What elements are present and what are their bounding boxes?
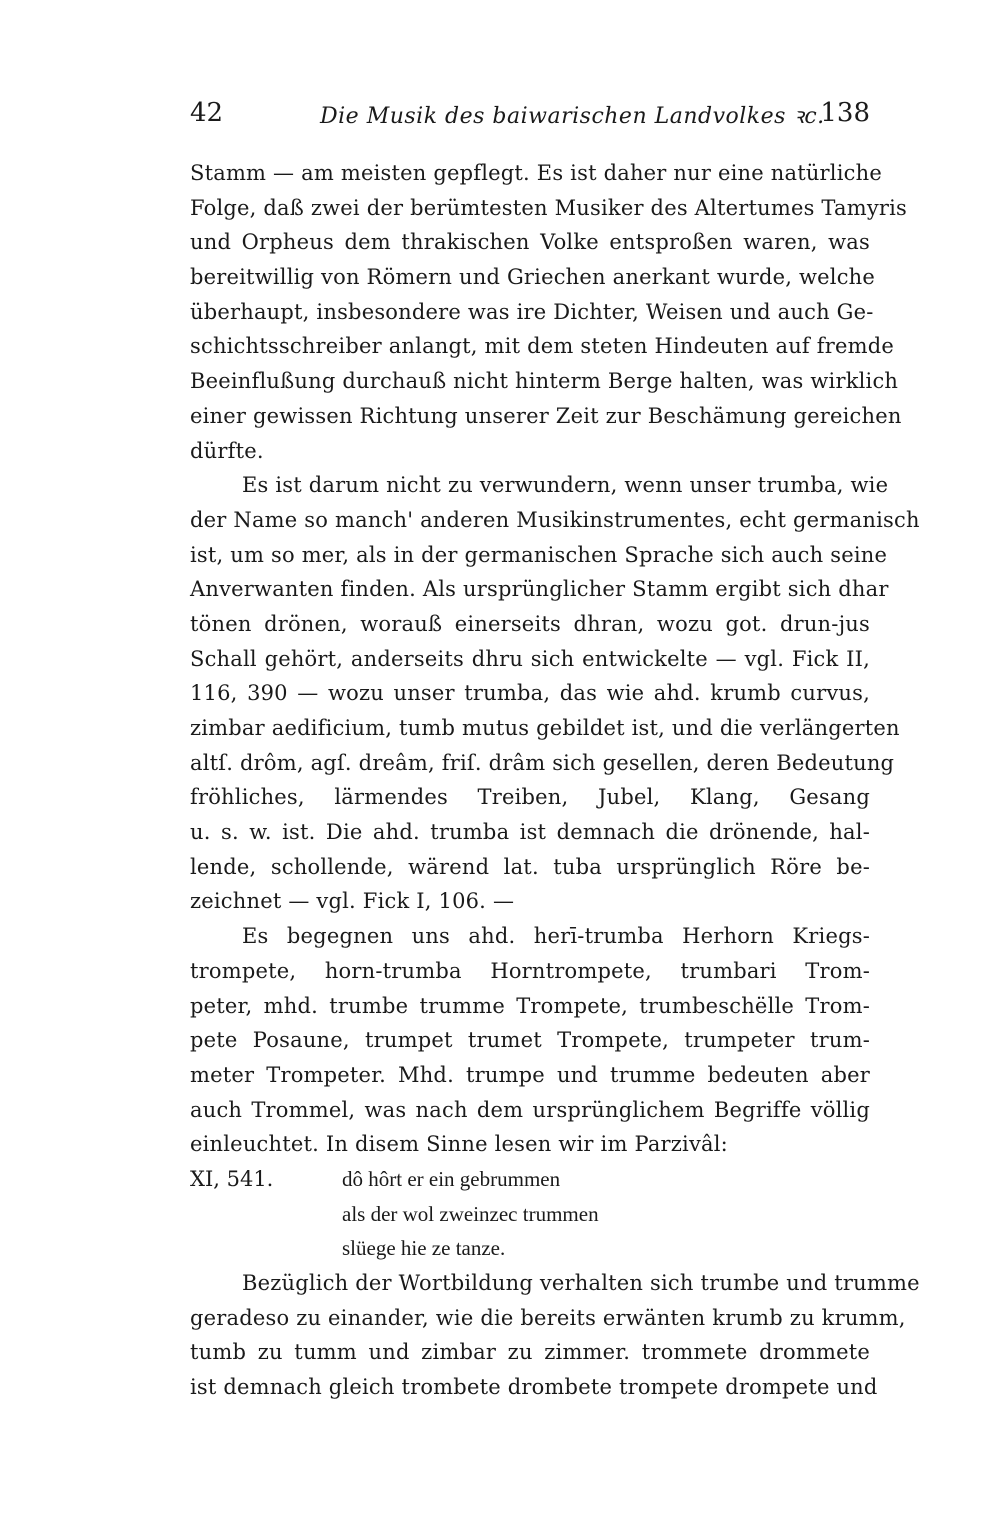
text-line: der Name so manch' anderen Musikinstrumentes, echt germanisch (190, 507, 920, 532)
text-line: zeichnet — vgl. Fick I, 106. — (190, 889, 515, 914)
text-line: u. s. w. ist. Die ahd. trumba ist demnach die drönende, hal- (190, 820, 870, 845)
verse-reference: XI, 541. (190, 1166, 274, 1191)
text-line: Es begegnen uns ahd. herī-trumba Herhorn Kriegs- (242, 924, 870, 949)
paragraph-4 (190, 1266, 920, 1405)
text-line: tönen drönen, worauß einerseits dhran, wozu got. drun-jus (190, 611, 870, 636)
text-line: 116, 390 — wozu unser trumba, das wie ahd. krumb curvus, (190, 681, 870, 706)
text-line: Folge, daß zwei der berümtesten Musiker des Altertumes Tamyris (190, 195, 908, 220)
text-line: Beeinflußung durchauß nicht hinterm Berge halten, was wirklich (190, 369, 899, 394)
paragraph-1 (190, 156, 908, 468)
verse-row (190, 1197, 870, 1232)
text-line: Bezüglich der Wortbildung verhalten sich trumbe und trumme (242, 1271, 920, 1295)
body-text (190, 156, 920, 1405)
text-line: und Orpheus dem thrakischen Volke entsproßen waren, was (190, 230, 870, 255)
paragraph-2 (190, 468, 920, 919)
text-line: einer gewissen Richtung unserer Zeit zur Beschämung gereichen (190, 403, 902, 428)
text-line: meter Trompeter. Mhd. trumpe und trumme bedeuten aber (190, 1062, 870, 1087)
text-line: Es ist darum nicht zu verwundern, wenn unser trumba, wie (242, 473, 889, 498)
text-line: geradeso zu einander, wie die bereits erwänten krumb zu krumm, (190, 1305, 906, 1330)
verse-line: als der wol zweinzec trummen (342, 1201, 599, 1226)
verse-row (190, 1231, 870, 1266)
text-line: trompete, horn-trumba Horntrompete, trumbari Trom- (190, 958, 870, 983)
text-line: zimbar aedificium, tumb mutus gebildet ist, und die verlängerten (190, 716, 900, 740)
text-line: peter, mhd. trumbe trumme Trompete, trumbeschëlle Trom- (190, 993, 870, 1018)
text-line: Schall gehört, anderseits dhru sich entwickelte — vgl. Fick II, (190, 646, 870, 671)
text-line: Stamm — am meisten gepflegt. Es ist daher nur eine natürliche (190, 161, 882, 185)
text-line: ist, um so mer, als in der germanischen Sprache sich auch seine (190, 542, 888, 567)
text-line: auch Trommel, was nach dem ursprünglichem Begriffe völlig (190, 1097, 870, 1122)
verse-quotation (190, 1162, 870, 1266)
page-number-right: 138 (820, 98, 870, 128)
page-header (190, 98, 870, 138)
verse-row (190, 1162, 870, 1197)
text-line: pete Posaune, trumpet trumet Trompete, trumpeter trum- (190, 1028, 870, 1053)
text-line: überhaupt, insbesondere was ire Dichter, Weisen und auch Ge- (190, 299, 874, 324)
text-line: fröhliches, lärmendes Treiben, Jubel, Klang, Gesang (190, 785, 870, 810)
verse-line: dô hôrt er ein gebrummen (342, 1166, 561, 1191)
running-title: Die Musik des baiwarischen Landvolkes ꝛc. (320, 104, 825, 129)
text-line: Anverwanten finden. Als ursprünglicher Stamm ergibt sich dhar (190, 577, 889, 602)
text-line: dürfte. (190, 438, 264, 463)
text-line: ist demnach gleich trombete drombete trompete drompete und (190, 1375, 878, 1400)
text-line: einleuchtet. In disem Sinne lesen wir im Parzivâl: (190, 1132, 728, 1157)
text-line: lende, schollende, wärend lat. tuba ursprünglich Röre be- (190, 854, 870, 879)
text-line: tumb zu tumm und zimbar zu zimmer. trommete drommete (190, 1340, 870, 1365)
text-line: bereitwillig von Römern und Griechen anerkant wurde, welche (190, 265, 876, 290)
paragraph-3 (190, 919, 870, 1162)
page-number-left: 42 (190, 98, 224, 128)
text-line: schichtsschreiber anlangt, mit dem steten Hindeuten auf fremde (190, 334, 894, 359)
verse-line: slüege hie ze tanze. (342, 1236, 506, 1261)
text-line: altſ. drôm, agſ. dreâm, friſ. drâm sich gesellen, deren Bedeutung (190, 750, 895, 775)
